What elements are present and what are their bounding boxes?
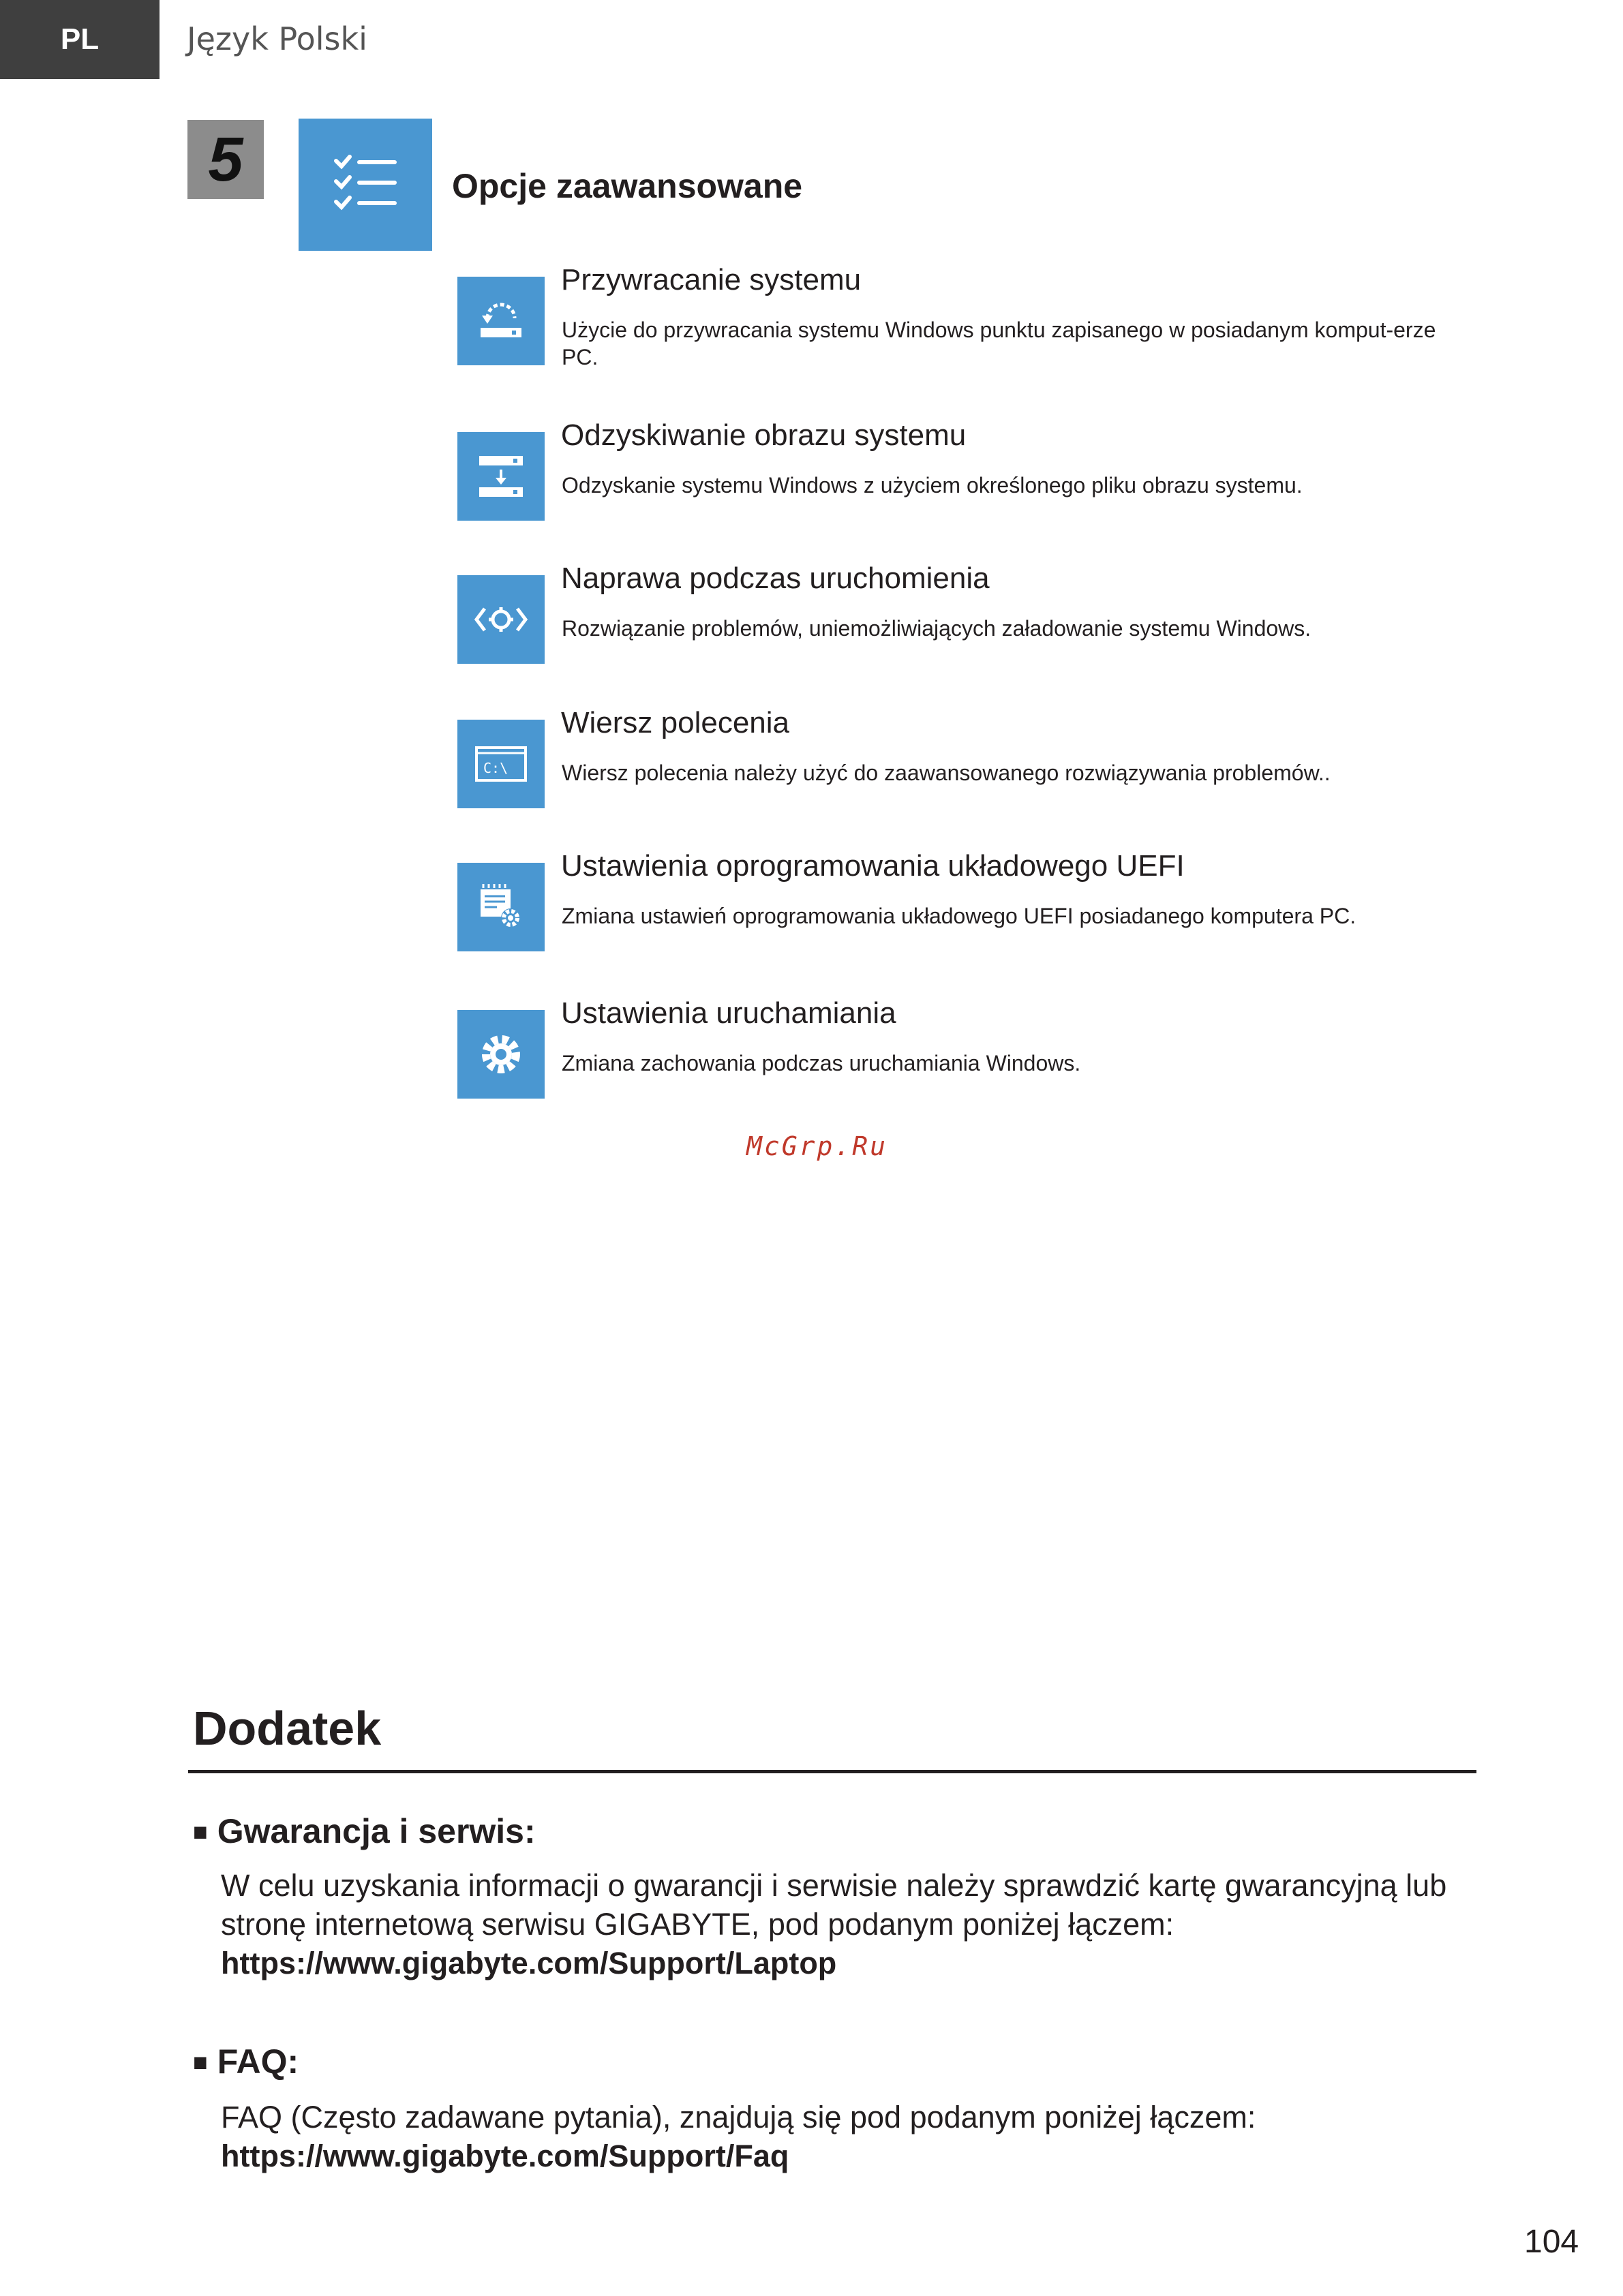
system-restore-icon bbox=[457, 277, 545, 365]
warranty-heading bbox=[193, 1811, 536, 1851]
language-code: PL bbox=[60, 22, 100, 56]
startup-repair-icon bbox=[457, 575, 545, 664]
system-image-icon bbox=[457, 432, 545, 521]
watermark: McGrp.Ru bbox=[746, 1131, 888, 1161]
warranty-link[interactable]: https://www.gigabyte.com/Support/Laptop bbox=[221, 1946, 837, 1980]
step-title: Opcje zaawansowane bbox=[452, 167, 803, 205]
step-number: 5 bbox=[187, 120, 264, 199]
option-description: Wiersz polecenia należy użyć do zaawansowanego rozwiązywania problemów.. bbox=[562, 761, 1331, 785]
warranty-heading-text: Gwarancja i serwis: bbox=[217, 1812, 536, 1850]
option-title: Przywracanie systemu bbox=[561, 263, 862, 296]
option-description: Zmiana zachowania podczas uruchamiania Windows. bbox=[562, 1051, 1081, 1075]
startup-settings-gear-icon bbox=[457, 1010, 545, 1099]
faq-heading-text: FAQ: bbox=[217, 2042, 299, 2081]
option-description: Użycie do przywracania systemu Windows punktu zapisanego w posiadanym komput-erze PC. bbox=[562, 318, 1436, 369]
language-name: Język Polski bbox=[187, 20, 367, 57]
appendix-title: Dodatek bbox=[193, 1702, 382, 1755]
faq-heading bbox=[193, 2042, 299, 2081]
faq-text: FAQ (Często zadawane pytania), znajdują się pod podanym poniżej łączem: bbox=[221, 2100, 1256, 2134]
checklist-icon bbox=[299, 119, 432, 251]
language-tab bbox=[0, 0, 160, 79]
command-prompt-text: C:\ bbox=[483, 760, 509, 776]
option-title: Naprawa podczas uruchomienia bbox=[561, 562, 990, 595]
option-description: Rozwiązanie problemów, uniemożliwiających załadowanie systemu Windows. bbox=[562, 616, 1311, 641]
option-title: Odzyskiwanie obrazu systemu bbox=[561, 418, 967, 452]
option-description: Zmiana ustawień oprogramowania układowego UEFI posiadanego komputera PC. bbox=[562, 904, 1356, 928]
uefi-settings-icon bbox=[457, 863, 545, 951]
command-prompt-icon bbox=[457, 720, 545, 808]
option-description: Odzyskanie systemu Windows z użyciem określonego pliku obrazu systemu. bbox=[562, 473, 1303, 498]
square-bullet-icon: ■ bbox=[193, 2048, 208, 2076]
option-title: Ustawienia oprogramowania układowego UEFI bbox=[561, 849, 1185, 883]
warranty-paragraph bbox=[221, 1866, 1489, 1983]
faq-paragraph bbox=[221, 2098, 1489, 2175]
square-bullet-icon: ■ bbox=[193, 1818, 208, 1846]
warranty-text: W celu uzyskania informacji o gwarancji i serwisie należy sprawdzić kartę gwarancyjną lub stronę internetową serwisu GIGABYTE, pod podanym poniżej łączem: bbox=[221, 1868, 1447, 1942]
faq-link[interactable]: https://www.gigabyte.com/Support/Faq bbox=[221, 2139, 789, 2173]
option-title: Wiersz polecenia bbox=[561, 706, 790, 739]
page-number: 104 bbox=[1524, 2224, 1579, 2260]
appendix-divider bbox=[188, 1770, 1476, 1773]
option-title: Ustawienia uruchamiania bbox=[561, 996, 896, 1030]
